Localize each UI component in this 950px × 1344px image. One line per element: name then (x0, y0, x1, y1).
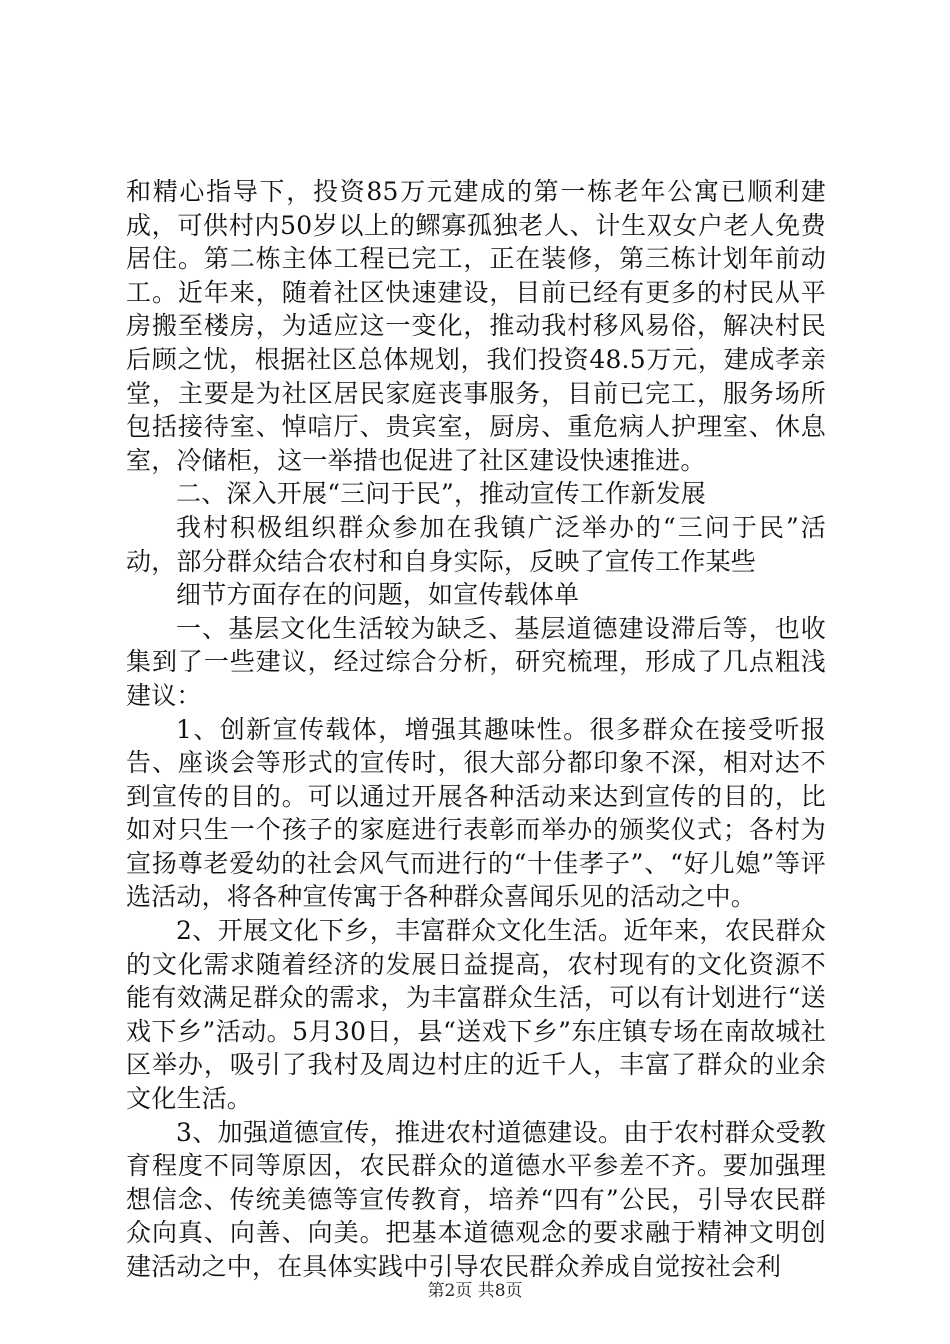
paragraph-7: 2、开展文化下乡，丰富群众文化生活。近年来，农民群众的文化需求随着经济的发展日益提高，农村现有的文化资源不能有效满足群众的需求，为丰富群众生活，可以有计划进行“送戏下乡”活动。5月30日，县“送戏下乡”东庄镇专场在南故城社区举办，吸引了我村及周边村庄的近千人，丰富了群众的业余文化生活。 (126, 916, 826, 1114)
paragraph-3: 我村积极组织群众参加在我镇广泛举办的“三问于民”活动，部分群众结合农村和自身实际，反映了宣传工作某些 (126, 512, 826, 576)
paragraph-1: 和精心指导下，投资85万元建成的第一栋老年公寓已顺利建成，可供村内50岁以上的鳏寡孤独老人、计生双女户老人免费居住。第二栋主体工程已完工，正在装修，第三栋计划年前动工。近年来，随着社区快速建设，目前已经有更多的村民从平房搬至楼房，为适应这一变化，推动我村移风易俗，解决村民后顾之忧，根据社区总体规划，我们投资48.5万元，建成孝亲堂，主要是为社区居民家庭丧事服务，目前已完工，服务场所包括接待室、悼唁厅、贵宾室，厨房、重危病人护理室、休息室，冷储柜，这一举措也促进了社区建设快速推进。 (126, 177, 826, 475)
paragraph-8: 3、加强道德宣传，推进农村道德建设。由于农村群众受教育程度不同等原因，农民群众的道德水平参差不齐。要加强理想信念、传统美德等宣传教育，培养“四有”公民，引导农民群众向真、向善、向美。把基本道德观念的要求融于精神文明创建活动之中，在具体实践中引导农民群众养成自觉按社会利 (126, 1117, 826, 1281)
page-number-footer: 第2页 共8页 (427, 1281, 523, 1301)
paragraph-6: 1、创新宣传载体，增强其趣味性。很多群众在接受听报告、座谈会等形式的宣传时，很大部分都印象不深，相对达不到宣传的目的。可以通过开展各种活动来达到宣传的目的，比如对只生一个孩子的家庭进行表彰而举办的颁奖仪式；各村为宣扬尊老爱幼的社会风气而进行的“十佳孝子”、“好儿媳”等评选活动，将各种宣传寓于各种群众喜闻乐见的活动之中。 (126, 714, 826, 912)
paragraph-4: 细节方面存在的问题，如宣传载体单 (176, 580, 580, 610)
paragraph-5: 一、基层文化生活较为缺乏、基层道德建设滞后等，也收集到了一些建议，经过综合分析，研究梳理，形成了几点粗浅建议： (126, 613, 826, 710)
document-body (126, 175, 826, 1284)
section-heading-2: 二、深入开展“三问于民”，推动宣传工作新发展 (176, 479, 706, 509)
